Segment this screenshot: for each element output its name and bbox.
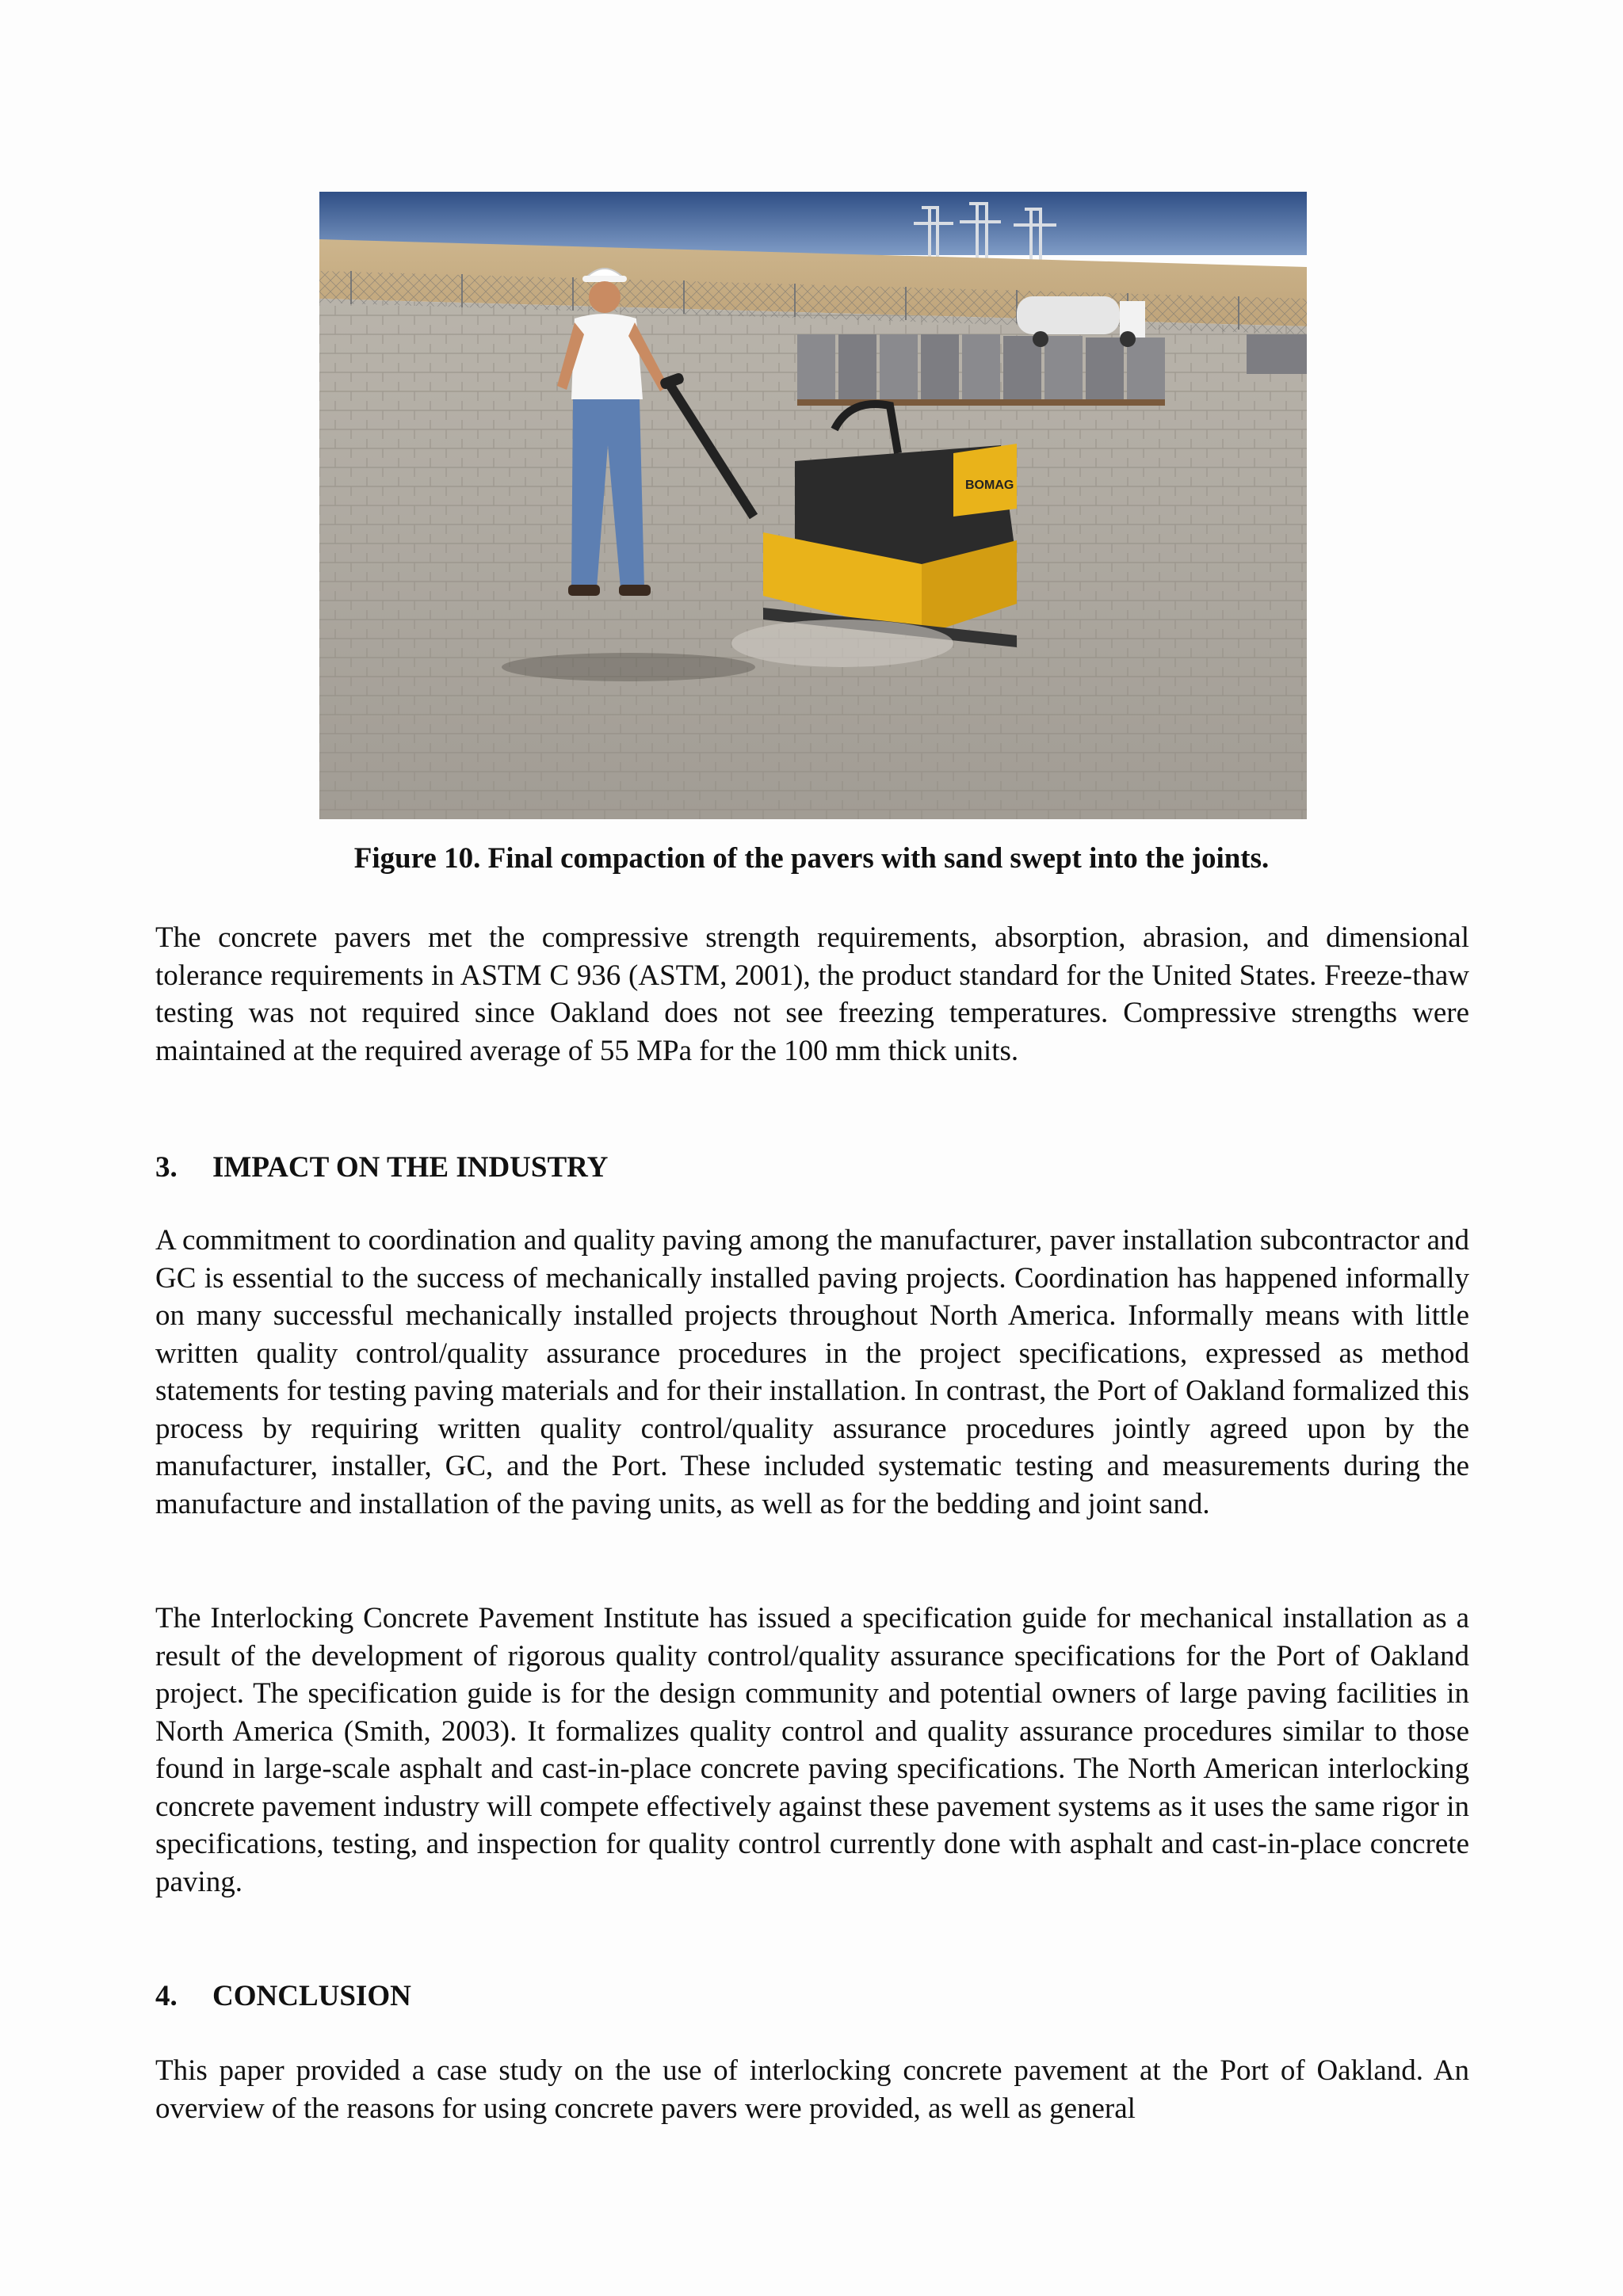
conclusion-paragraph: This paper provided a case study on the use of interlocking concrete pavement at the Port of Oakland. An overview of the reasons for using concrete pavers were provided, as well as general: [155, 2054, 1469, 2125]
intro-paragraph: The concrete pavers met the compressive strength requirements, absorption, abrasion, and dimensional tolerance requirements in ASTM C 936 (ASTM, 2001), the product standard for the United States. Freeze-thaw testing was not required since Oakland does not see freezing temperatures. Compressive strengths were maintained at the required average of 55 MPa for the 100 mm thick units.: [155, 921, 1469, 1067]
figure-photo: [319, 192, 1307, 819]
section-heading-conclusion: [155, 1978, 411, 2016]
section-heading-impact: [155, 1149, 608, 1187]
section-number: 3.: [155, 1151, 178, 1184]
section-title: IMPACT ON THE INDUSTRY: [212, 1151, 609, 1184]
section-number: 4.: [155, 1980, 178, 2012]
section-title: CONCLUSION: [212, 1980, 411, 2012]
impact-paragraph-2: The Interlocking Concrete Pavement Institute has issued a specification guide for mechanical installation as a result of the development of rigorous quality control/quality assurance specifications for the Port of Oakland project. The specification guide is for the design community and potential owners of large paving facilities in North America (Smith, 2003). It formalizes quality control and quality assurance procedures similar to those found in large-scale asphalt and cast-in-place concrete paving specifications. The North American interlocking concrete pavement industry will compete effectively against these pavement systems as it uses the same rigor in specifications, testing, and inspection for quality control currently done with asphalt and cast-in-place concrete paving.: [155, 1602, 1469, 1898]
impact-paragraph-1: A commitment to coordination and quality paving among the manufacturer, paver installation subcontractor and GC is essential to the success of mechanically installed paving projects. Coordination has happened informally on many successful mechanically installed projects throughout North America. Informally means with little written quality control/quality assurance procedures in the project specifications, expressed as method statements for testing paving materials and for their installation. In contrast, the Port of Oakland formalized this process by requiring written quality control/quality assurance procedures jointly agreed upon by the manufacturer, installer, GC, and the Port. These included systematic testing and measurements during the manufacture and installation of the paving units, as well as for the bedding and joint sand.: [155, 1224, 1469, 1520]
machine-brand-label: BOMAG: [965, 479, 1014, 492]
figure-caption: Figure 10. Final compaction of the pavers with sand swept into the joints.: [353, 842, 1270, 875]
